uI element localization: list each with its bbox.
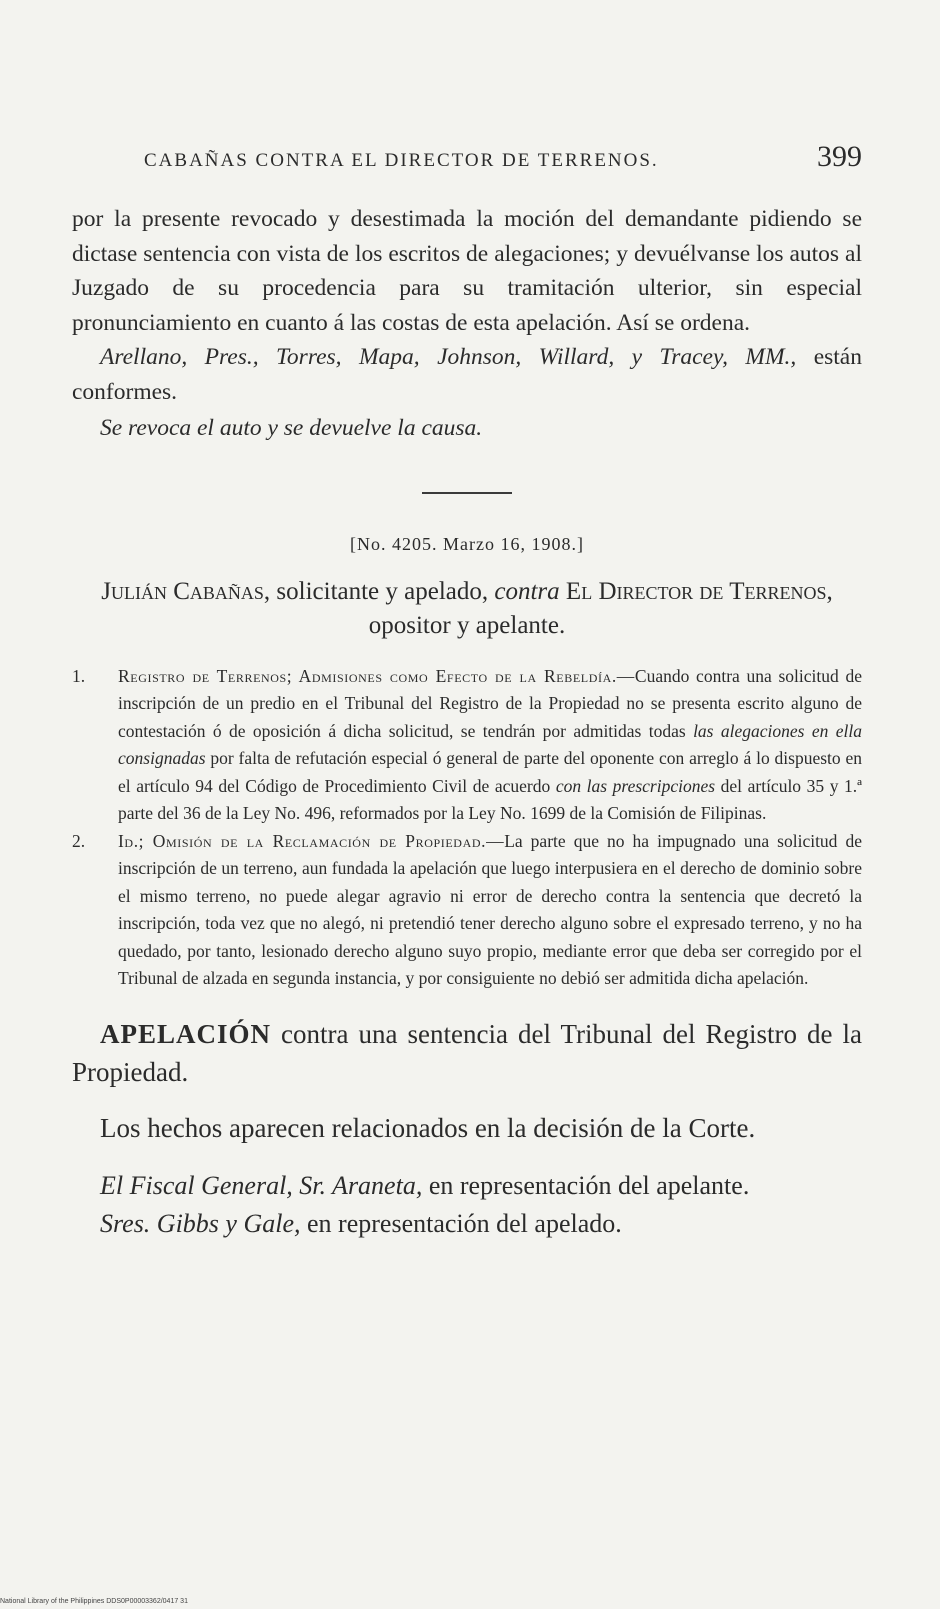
judges-concur: están conformes. [72, 344, 862, 405]
syllabus-text: del artículo 35 y 1.ª parte del 36 de la Ley No. 496, reformados por la Ley No. 1699 de la Comisión de Filipinas. [118, 775, 863, 823]
counsel-appellee [72, 1205, 862, 1243]
counsel-appellant [72, 1167, 862, 1205]
page-number: 399 [817, 140, 862, 173]
syllabus-number: 1. [72, 665, 86, 686]
continuation-paragraph: por la presente revocado y desestimada la moción del demandante pidiendo se dictase sentencia con vista de los escritos de alegaciones; y devuélvanse los autos al Juzgado de su procedencia para su tramitación ulterior, sin especial pronunciamiento en cuanto á las costas de esta apelación. Así se ordena. [72, 206, 862, 336]
ruling-line [72, 411, 862, 446]
party-applicant-role: , solicitante y apelado, [263, 577, 495, 605]
facts-paragraph: Los hechos aparecen relacionados en la decisión de la Corte. [100, 1112, 756, 1143]
ruling-text: Se revoca el auto y se devuelve la causa. [100, 415, 483, 441]
running-head-title: CABAÑAS CONTRA EL DIRECTOR DE TERRENOS. [144, 150, 659, 171]
appeal-rest: contra una sentencia del Tribunal del Registro de la Propiedad. [72, 1018, 862, 1087]
case-title [72, 575, 862, 643]
judges-names: Arellano, Pres., Torres, Mapa, Johnson, Willard, y Tracey, MM., [100, 344, 797, 370]
counsel-appellee-name: Sres. Gibbs y Gale, [100, 1208, 301, 1238]
judges-line [72, 340, 862, 409]
syllabus-text: Cuando contra una solicitud de inscripción de un predio en el Tribunal del Registro de la Propiedad no se presenta escrito alguno de contestación ó de oposición á dicha solicitud, se tendrán por admitidas todas [118, 665, 862, 741]
syllabus-italic: las alegaciones en ella consignadas [118, 720, 862, 768]
syllabus-heading: Registro de Terrenos; Admisiones como Efecto de la Rebeldía.— [118, 665, 635, 686]
syllabus-heading: Id.; Omisión de la Reclamación de Propiedad.— [118, 830, 505, 851]
syllabus-item [72, 828, 862, 993]
party-applicant: Julián Cabañas [101, 577, 264, 605]
document-page [72, 140, 862, 1243]
party-opponent: El Director de Terrenos [559, 577, 827, 605]
syllabus-text: La parte que no ha impugnado una solicitud de inscripción de un terreno, aun fundada la apelación que luego interpusiera en el derecho de dominio sobre el mismo terreno, no puede alegar agravio ni error de derecho contra la sentencia que decretó la inscripción, toda vez que no alegó, ni pretendió tener derecho alguno sobre el expresado terreno, y no ha quedado, por tanto, lesionado derecho alguno suyo propio, mediante error que deba ser corregido por el Tribunal de alzada en segunda instancia, y por consiguiente no debió ser admitida dicha apelación. [118, 830, 862, 988]
case-number-date: [No. 4205. Marzo 16, 1908.] [350, 533, 584, 554]
counsel-appellant-rest: en representación del apelante. [422, 1170, 750, 1200]
counsel-appellee-rest: en representación del apelado. [300, 1208, 622, 1238]
versus: contra [494, 577, 560, 605]
running-head [72, 140, 862, 174]
syllabus-italic: con las prescripciones [555, 775, 716, 796]
appeal-lead: APELACIÓN [100, 1018, 272, 1049]
syllabus-text: por falta de refutación especial ó general de parte del oponente con arreglo á lo dispuesto en el artículo 94 del Código de Procedimiento Civil de acuerdo [118, 748, 862, 796]
section-divider [422, 492, 512, 494]
appeal-paragraph [72, 1015, 862, 1091]
syllabus-item [72, 663, 862, 828]
syllabus-number: 2. [72, 830, 86, 851]
library-footer: National Library of the Philippines DDS0P00003362/0417 31 [0, 1598, 188, 1605]
syllabus [72, 663, 862, 993]
counsel-appellant-name: El Fiscal General, Sr. Araneta, [100, 1170, 423, 1200]
party-opponent-role: , opositor y apelante. [368, 577, 833, 639]
